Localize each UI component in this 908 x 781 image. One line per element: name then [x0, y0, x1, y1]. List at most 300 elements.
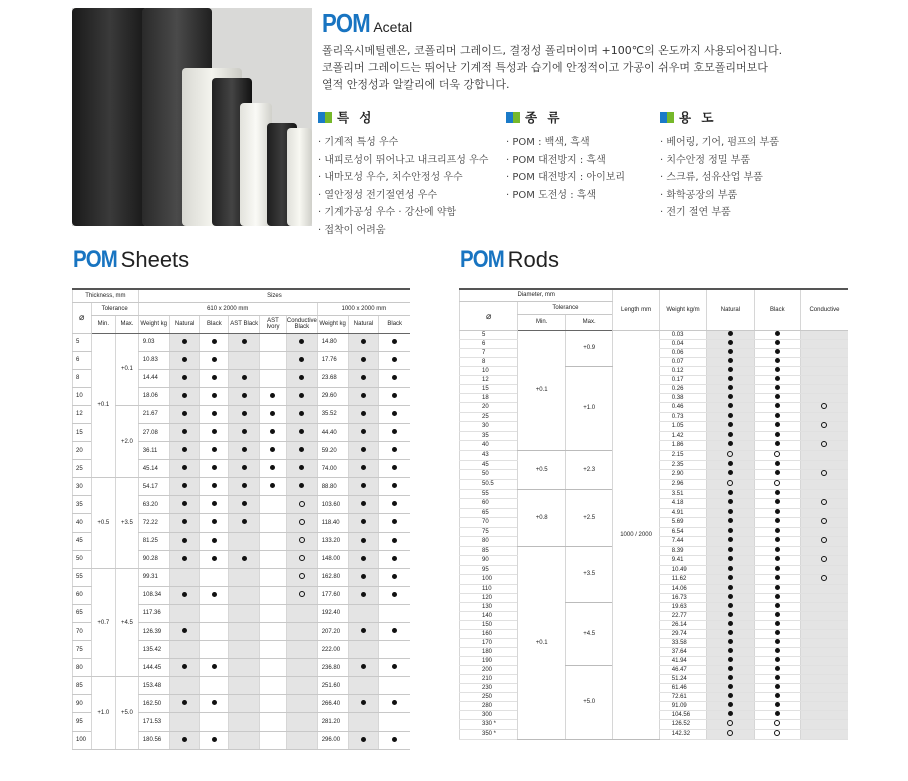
diameter-cell: 130 — [460, 602, 518, 611]
conductive-cell — [800, 498, 848, 508]
available-dot-icon — [728, 518, 733, 523]
conductive-cell — [800, 701, 848, 710]
available-dot-icon — [299, 429, 304, 434]
available-dot-icon — [728, 490, 733, 495]
black-cell — [200, 695, 229, 713]
max-tolerance-cell: +2.3 — [565, 450, 612, 489]
on-request-ring-icon — [821, 403, 827, 409]
available-dot-icon — [182, 737, 187, 742]
product-photo — [72, 8, 312, 226]
header — [322, 8, 892, 39]
conductive-header: Conductive — [800, 289, 848, 330]
natural-cell — [707, 402, 754, 412]
conductive-black-cell — [286, 604, 317, 622]
weight2-cell: 192.40 — [317, 604, 348, 622]
max-tolerance-cell: +3.5 — [565, 546, 612, 602]
min-tolerance-cell: +0.8 — [518, 489, 565, 546]
weight-cell: 2.96 — [659, 479, 706, 489]
black-cell — [754, 565, 800, 574]
weight-cell: 18.06 — [138, 387, 169, 405]
natural-cell — [169, 586, 200, 604]
black2-cell — [379, 460, 410, 478]
black2-cell — [379, 442, 410, 460]
natural-cell — [707, 593, 754, 602]
on-request-ring-icon — [821, 499, 827, 505]
black-cell — [754, 375, 800, 384]
ast-black-cell — [229, 604, 260, 622]
pom-logo: POM — [73, 246, 117, 273]
available-dot-icon — [392, 664, 397, 669]
available-dot-icon — [775, 490, 780, 495]
available-dot-icon — [361, 339, 366, 344]
natural2-header: Natural — [348, 315, 379, 333]
natural-cell — [707, 330, 754, 339]
min-tolerance-cell: +0.5 — [518, 450, 565, 489]
weight-cell: 2.90 — [659, 469, 706, 479]
list-item: · 접착이 어려움 — [318, 222, 488, 240]
conductive-cell — [800, 629, 848, 638]
available-dot-icon — [392, 483, 397, 488]
available-dot-icon — [242, 483, 247, 488]
available-dot-icon — [728, 331, 733, 336]
natural-cell — [707, 656, 754, 665]
diameter-cell: 25 — [460, 412, 518, 421]
list-item: · 스크류, 섬유산업 부품 — [660, 169, 779, 187]
available-dot-icon — [775, 575, 780, 580]
uses-list — [660, 134, 779, 222]
natural-cell — [169, 496, 200, 514]
conductive-cell — [800, 584, 848, 593]
conductive-cell — [800, 412, 848, 421]
diameter-cell: 60 — [460, 498, 518, 508]
natural-cell — [707, 339, 754, 348]
natural-cell — [707, 460, 754, 469]
max-tolerance-cell: +5.0 — [116, 677, 139, 749]
black2-cell — [379, 641, 410, 659]
weight-cell: 21.67 — [138, 405, 169, 423]
black-cell — [754, 546, 800, 555]
diameter-cell: 12 — [460, 375, 518, 384]
thickness-cell: 60 — [73, 586, 92, 604]
weight2-cell: 74.00 — [317, 460, 348, 478]
black2-cell — [379, 333, 410, 351]
conductive-cell — [800, 546, 848, 555]
diameter-cell: 65 — [460, 508, 518, 517]
conductive-cell — [800, 683, 848, 692]
on-request-ring-icon — [727, 730, 733, 736]
weight-cell: 142.32 — [659, 729, 706, 739]
available-dot-icon — [728, 349, 733, 354]
weight-cell: 3.51 — [659, 489, 706, 498]
black-cell — [754, 674, 800, 683]
conductive-cell — [800, 611, 848, 620]
on-request-ring-icon — [299, 501, 305, 507]
table-row — [73, 568, 411, 586]
sheets-heading — [73, 246, 189, 274]
black-cell — [754, 602, 800, 611]
conductive-black-cell — [286, 641, 317, 659]
available-dot-icon — [775, 675, 780, 680]
conductive-cell — [800, 348, 848, 357]
weight-cell: 126.52 — [659, 719, 706, 729]
black-cell — [754, 638, 800, 647]
conductive-black-cell — [286, 460, 317, 478]
natural2-cell — [348, 514, 379, 532]
conductive-cell — [800, 719, 848, 729]
conductive-black-cell — [286, 369, 317, 387]
weight-cell: 153.48 — [138, 677, 169, 695]
ast-ivory-cell — [260, 532, 287, 550]
conductive-cell — [800, 421, 848, 431]
weight-cell: 4.18 — [659, 498, 706, 508]
diameter-cell: 300 — [460, 710, 518, 719]
weight-cell: 0.03 — [659, 330, 706, 339]
black-cell — [200, 460, 229, 478]
conductive-black-cell — [286, 677, 317, 695]
conductive-cell — [800, 536, 848, 546]
weight2-cell: 23.68 — [317, 369, 348, 387]
black-cell — [200, 387, 229, 405]
available-dot-icon — [242, 375, 247, 380]
available-dot-icon — [242, 501, 247, 506]
section-marker-icon — [318, 112, 332, 123]
diameter-cell: 350 * — [460, 729, 518, 739]
black-cell — [754, 421, 800, 431]
available-dot-icon — [392, 737, 397, 742]
conductive-black-cell — [286, 586, 317, 604]
table-row — [73, 478, 411, 496]
available-dot-icon — [182, 664, 187, 669]
natural-cell — [707, 412, 754, 421]
black-cell — [754, 629, 800, 638]
max-tolerance-cell: +4.5 — [565, 602, 612, 665]
natural2-cell — [348, 731, 379, 749]
weight-cell: 51.24 — [659, 674, 706, 683]
available-dot-icon — [775, 441, 780, 446]
list-item: · POM 도전성 : 흑색 — [506, 187, 625, 205]
black2-cell — [379, 623, 410, 641]
weight2-cell: 281.20 — [317, 713, 348, 731]
natural-cell — [169, 405, 200, 423]
natural-cell — [169, 333, 200, 351]
thickness-cell: 45 — [73, 532, 92, 550]
weight-cell: 0.17 — [659, 375, 706, 384]
rods-heading — [460, 246, 559, 274]
min-tolerance-cell: +0.1 — [518, 546, 565, 739]
black-cell — [754, 498, 800, 508]
weight-cell: 0.46 — [659, 402, 706, 412]
weight-cell: 61.46 — [659, 683, 706, 692]
min-tolerance-cell: +0.1 — [518, 330, 565, 450]
natural-cell — [707, 421, 754, 431]
available-dot-icon — [775, 711, 780, 716]
available-dot-icon — [361, 574, 366, 579]
list-item: · POM 대전방지 : 아이보리 — [506, 169, 625, 187]
available-dot-icon — [728, 702, 733, 707]
available-dot-icon — [182, 628, 187, 633]
available-dot-icon — [299, 483, 304, 488]
conductive-cell — [800, 489, 848, 498]
available-dot-icon — [775, 612, 780, 617]
available-dot-icon — [270, 393, 275, 398]
natural-cell — [169, 568, 200, 586]
available-dot-icon — [728, 470, 733, 475]
weight2-cell: 88.80 — [317, 478, 348, 496]
available-dot-icon — [392, 538, 397, 543]
pom-logo: POM — [460, 246, 504, 273]
black-cell — [200, 496, 229, 514]
weight-cell: 135.42 — [138, 641, 169, 659]
available-dot-icon — [361, 628, 366, 633]
available-dot-icon — [361, 592, 366, 597]
weight-cell: 14.06 — [659, 584, 706, 593]
weight-cell: 144.45 — [138, 659, 169, 677]
conductive-black-cell — [286, 405, 317, 423]
conductive-cell — [800, 375, 848, 384]
natural-cell — [169, 514, 200, 532]
natural-cell — [707, 584, 754, 593]
natural2-cell — [348, 351, 379, 369]
available-dot-icon — [728, 403, 733, 408]
weight-cell: 2.35 — [659, 460, 706, 469]
black2-header: Black — [379, 315, 410, 333]
black-cell — [200, 405, 229, 423]
black-cell — [200, 604, 229, 622]
available-dot-icon — [212, 538, 217, 543]
diameter-cell: 100 — [460, 574, 518, 584]
conductive-cell — [800, 517, 848, 527]
available-dot-icon — [392, 628, 397, 633]
list-item: · 기계가공성 우수 · 강산에 약함 — [318, 204, 488, 222]
available-dot-icon — [728, 528, 733, 533]
natural-cell — [707, 508, 754, 517]
black2-cell — [379, 713, 410, 731]
black2-cell — [379, 532, 410, 550]
weight-cell: 1.05 — [659, 421, 706, 431]
diameter-cell: 150 — [460, 620, 518, 629]
black-cell — [200, 514, 229, 532]
available-dot-icon — [299, 339, 304, 344]
natural2-cell — [348, 442, 379, 460]
ast-black-cell — [229, 641, 260, 659]
available-dot-icon — [182, 339, 187, 344]
on-request-ring-icon — [299, 537, 305, 543]
weight2-cell: 148.00 — [317, 550, 348, 568]
ast-ivory-cell — [260, 496, 287, 514]
natural2-cell — [348, 423, 379, 441]
black-cell — [754, 469, 800, 479]
weight2-cell: 35.52 — [317, 405, 348, 423]
conductive-cell — [800, 674, 848, 683]
black-cell — [200, 659, 229, 677]
natural-cell — [169, 423, 200, 441]
available-dot-icon — [361, 393, 366, 398]
table-row — [73, 333, 411, 351]
thickness-header: Thickness, mm — [73, 289, 139, 302]
available-dot-icon — [775, 666, 780, 671]
natural-cell — [169, 532, 200, 550]
available-dot-icon — [775, 340, 780, 345]
thickness-cell: 15 — [73, 423, 92, 441]
available-dot-icon — [775, 630, 780, 635]
natural-cell — [707, 701, 754, 710]
available-dot-icon — [775, 376, 780, 381]
weight-cell: 8.39 — [659, 546, 706, 555]
black-cell — [754, 402, 800, 412]
on-request-ring-icon — [821, 575, 827, 581]
conductive-black-cell — [286, 731, 317, 749]
weight-cell: 41.94 — [659, 656, 706, 665]
thickness-cell: 70 — [73, 623, 92, 641]
available-dot-icon — [270, 429, 275, 434]
available-dot-icon — [728, 575, 733, 580]
available-dot-icon — [728, 566, 733, 571]
conductive-black-cell — [286, 514, 317, 532]
black-cell — [754, 665, 800, 674]
diameter-cell: 18 — [460, 393, 518, 402]
natural2-cell — [348, 405, 379, 423]
max-tolerance-cell: +0.1 — [116, 333, 139, 405]
available-dot-icon — [299, 447, 304, 452]
list-item: · 베어링, 기어, 펌프의 부품 — [660, 134, 779, 152]
weight-cell: 16.73 — [659, 593, 706, 602]
on-request-ring-icon — [299, 591, 305, 597]
natural-cell — [707, 366, 754, 375]
available-dot-icon — [361, 664, 366, 669]
conductive-cell — [800, 393, 848, 402]
weight-cell: 6.54 — [659, 527, 706, 536]
weight-cell: 10.49 — [659, 565, 706, 574]
ast-ivory-cell — [260, 677, 287, 695]
available-dot-icon — [182, 447, 187, 452]
black-cell — [754, 729, 800, 739]
length-header: Length mm — [613, 289, 659, 330]
available-dot-icon — [728, 666, 733, 671]
weight-cell: 46.47 — [659, 665, 706, 674]
black2-cell — [379, 387, 410, 405]
black-cell — [754, 574, 800, 584]
diameter-cell: 20 — [460, 402, 518, 412]
weight2-cell: 222.00 — [317, 641, 348, 659]
available-dot-icon — [212, 411, 217, 416]
black-cell — [754, 440, 800, 450]
ast-black-cell — [229, 333, 260, 351]
conductive-cell — [800, 384, 848, 393]
available-dot-icon — [775, 509, 780, 514]
weight-cell: 22.77 — [659, 611, 706, 620]
black2-cell — [379, 478, 410, 496]
black-cell — [754, 584, 800, 593]
natural-cell — [707, 546, 754, 555]
available-dot-icon — [392, 556, 397, 561]
available-dot-icon — [242, 411, 247, 416]
diameter-header: Diameter, mm — [460, 289, 613, 301]
natural-cell — [707, 469, 754, 479]
conductive-cell — [800, 729, 848, 739]
natural-cell — [707, 517, 754, 527]
list-item: · 내피로성이 뛰어나고 내크리프성 우수 — [318, 152, 488, 170]
on-request-ring-icon — [774, 730, 780, 736]
thickness-cell: 75 — [73, 641, 92, 659]
conductive-cell — [800, 440, 848, 450]
natural-cell — [707, 565, 754, 574]
ast-ivory-cell — [260, 478, 287, 496]
ast-ivory-cell — [260, 550, 287, 568]
black-cell — [200, 623, 229, 641]
black-cell — [754, 330, 800, 339]
tolerance-header: Tolerance — [518, 301, 613, 314]
available-dot-icon — [361, 501, 366, 506]
weight-cell: 0.26 — [659, 384, 706, 393]
min-tolerance-cell: +0.1 — [91, 333, 116, 478]
natural2-cell — [348, 532, 379, 550]
black2-cell — [379, 405, 410, 423]
natural-cell — [707, 629, 754, 638]
conductive-black-cell — [286, 550, 317, 568]
natural-cell — [707, 527, 754, 536]
black-cell — [754, 611, 800, 620]
weight-cell: 117.36 — [138, 604, 169, 622]
natural2-cell — [348, 478, 379, 496]
natural2-cell — [348, 586, 379, 604]
natural-cell — [707, 620, 754, 629]
natural-cell — [169, 677, 200, 695]
available-dot-icon — [361, 737, 366, 742]
conductive-black-cell — [286, 695, 317, 713]
features-list — [318, 134, 488, 239]
weight-cell: 72.61 — [659, 692, 706, 701]
natural-cell — [707, 357, 754, 366]
min-tolerance-cell: +1.0 — [91, 677, 116, 749]
weight2-cell: 177.60 — [317, 586, 348, 604]
natural-cell — [707, 348, 754, 357]
black-cell — [754, 460, 800, 469]
black-cell — [754, 692, 800, 701]
weight-cell: 0.07 — [659, 357, 706, 366]
black-cell — [200, 351, 229, 369]
black-cell — [200, 731, 229, 749]
list-item: · POM 대전방지 : 흑색 — [506, 152, 625, 170]
natural2-cell — [348, 387, 379, 405]
diameter-cell: 85 — [460, 546, 518, 555]
ast-ivory-cell — [260, 351, 287, 369]
natural-cell — [707, 719, 754, 729]
available-dot-icon — [361, 357, 366, 362]
thickness-cell: 50 — [73, 550, 92, 568]
diameter-cell: 80 — [460, 536, 518, 546]
available-dot-icon — [775, 518, 780, 523]
thickness-cell: 90 — [73, 695, 92, 713]
ast-black-cell — [229, 623, 260, 641]
diameter-cell: 55 — [460, 489, 518, 498]
natural2-cell — [348, 460, 379, 478]
ast-ivory-cell — [260, 387, 287, 405]
black2-cell — [379, 351, 410, 369]
available-dot-icon — [392, 429, 397, 434]
black-cell — [200, 442, 229, 460]
weight-cell: 99.31 — [138, 568, 169, 586]
black-cell — [754, 479, 800, 489]
available-dot-icon — [728, 585, 733, 590]
weight-cell: 29.74 — [659, 629, 706, 638]
available-dot-icon — [775, 702, 780, 707]
available-dot-icon — [242, 447, 247, 452]
sheets-title: Sheets — [120, 247, 190, 272]
max-header: Max. — [116, 315, 139, 333]
conductive-cell — [800, 450, 848, 460]
available-dot-icon — [392, 447, 397, 452]
available-dot-icon — [182, 519, 187, 524]
